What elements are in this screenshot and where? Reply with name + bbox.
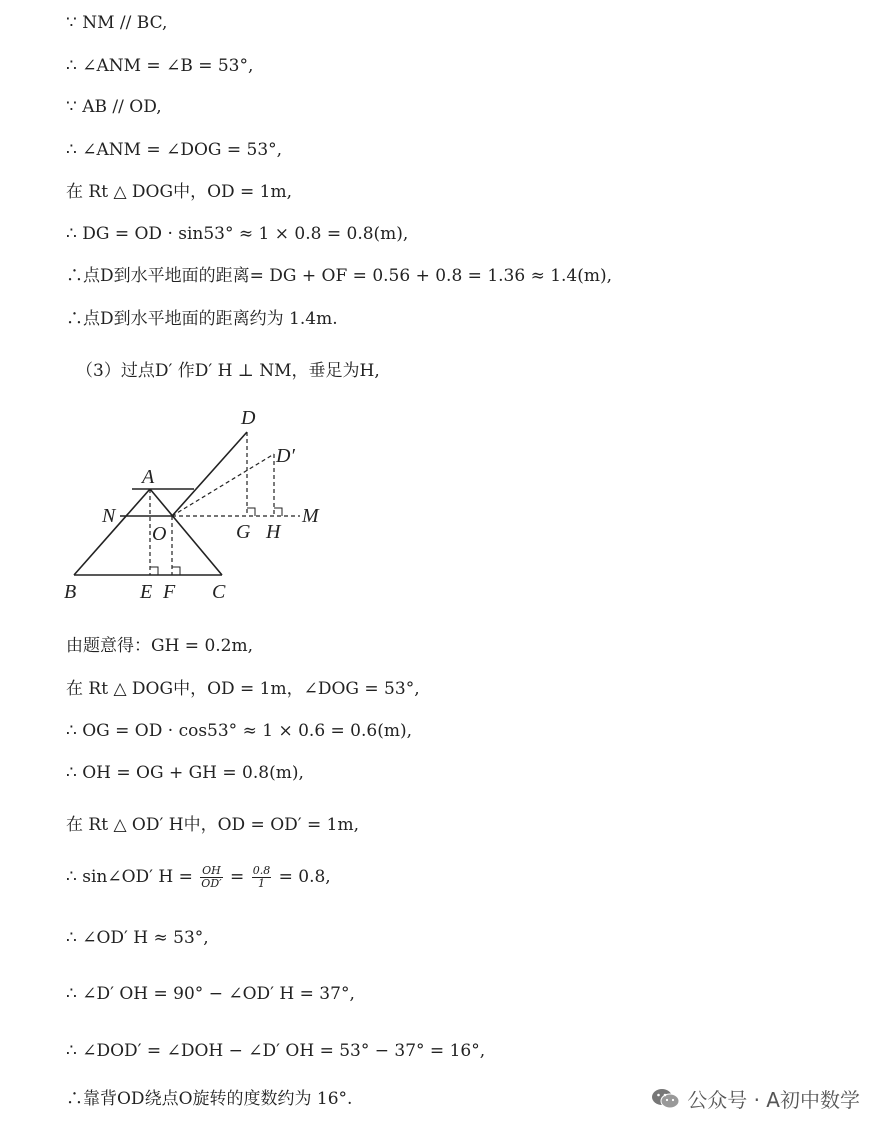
label-B: B <box>64 581 77 603</box>
label-G: G <box>236 521 251 543</box>
fraction-denominator: 1 <box>257 877 265 890</box>
proof-line-17: ∴靠背OD绕点O旋转的度数约为 16°. <box>66 1089 353 1109</box>
proof-line-9: 由题意得：GH = 0.2m, <box>66 636 254 656</box>
proof-line-15: ∴ ∠D′ OH = 90° − ∠OD′ H = 37°, <box>66 984 355 1004</box>
label-E: E <box>140 581 153 603</box>
proof-line-2: ∴ ∠ANM = ∠B = 53°, <box>66 56 254 76</box>
proof-line-3: ∵ AB // OD, <box>66 97 162 117</box>
label-A: A <box>142 466 155 488</box>
label-O: O <box>152 523 167 545</box>
sin-equation-line <box>66 862 331 892</box>
fraction-denominator: OD′ <box>201 877 222 890</box>
label-C: C <box>212 581 226 603</box>
fraction-oh-over-od <box>200 865 222 890</box>
proof-line-11: ∴ OG = OD · cos53° ≈ 1 × 0.6 = 0.6(m), <box>66 721 413 741</box>
proof-line-14: ∴ ∠OD′ H ≈ 53°, <box>66 928 209 948</box>
label-H: H <box>266 521 281 543</box>
proof-line-5: 在 Rt △ DOG中，OD = 1m, <box>66 182 293 202</box>
proof-line-7: ∴点D到水平地面的距离= DG + OF = 0.56 + 0.8 = 1.36 ≈ 1.4(m), <box>66 266 613 286</box>
wechat-icon <box>651 1087 681 1111</box>
label-D-prime: D′ <box>276 445 295 467</box>
part-3-heading: （3）过点D′ 作D′ H ⊥ NM，垂足为H, <box>76 361 380 381</box>
proof-line-10: 在 Rt △ DOG中，OD = 1m，∠DOG = 53°, <box>66 679 420 699</box>
label-M: M <box>302 505 319 527</box>
geometry-figure <box>60 400 340 610</box>
fraction-numerator: OH <box>202 864 221 877</box>
equals-sign: = <box>230 867 245 887</box>
label-F: F <box>163 581 176 603</box>
fraction-value <box>252 865 272 890</box>
proof-line-13: 在 Rt △ OD′ H中，OD = OD′ = 1m, <box>66 815 360 835</box>
watermark <box>651 1084 860 1113</box>
proof-line-8: ∴点D到水平地面的距离约为 1.4m. <box>66 309 338 329</box>
proof-line-12: ∴ OH = OG + GH = 0.8(m), <box>66 763 304 783</box>
sin-suffix: = 0.8, <box>278 867 331 887</box>
proof-line-1: ∵ NM // BC, <box>66 13 168 33</box>
proof-line-16: ∴ ∠DOD′ = ∠DOH − ∠D′ OH = 53° − 37° = 16°, <box>66 1041 486 1061</box>
proof-line-6: ∴ DG = OD · sin53° ≈ 1 × 0.8 = 0.8(m), <box>66 224 409 244</box>
watermark-text: 公众号 · A初中数学 <box>687 1088 860 1112</box>
sin-prefix: ∴ sin∠OD′ H = <box>66 867 193 887</box>
label-D: D <box>241 407 256 429</box>
proof-line-4: ∴ ∠ANM = ∠DOG = 53°, <box>66 140 283 160</box>
fraction-numerator: 0.8 <box>252 864 271 877</box>
label-N: N <box>102 505 116 527</box>
